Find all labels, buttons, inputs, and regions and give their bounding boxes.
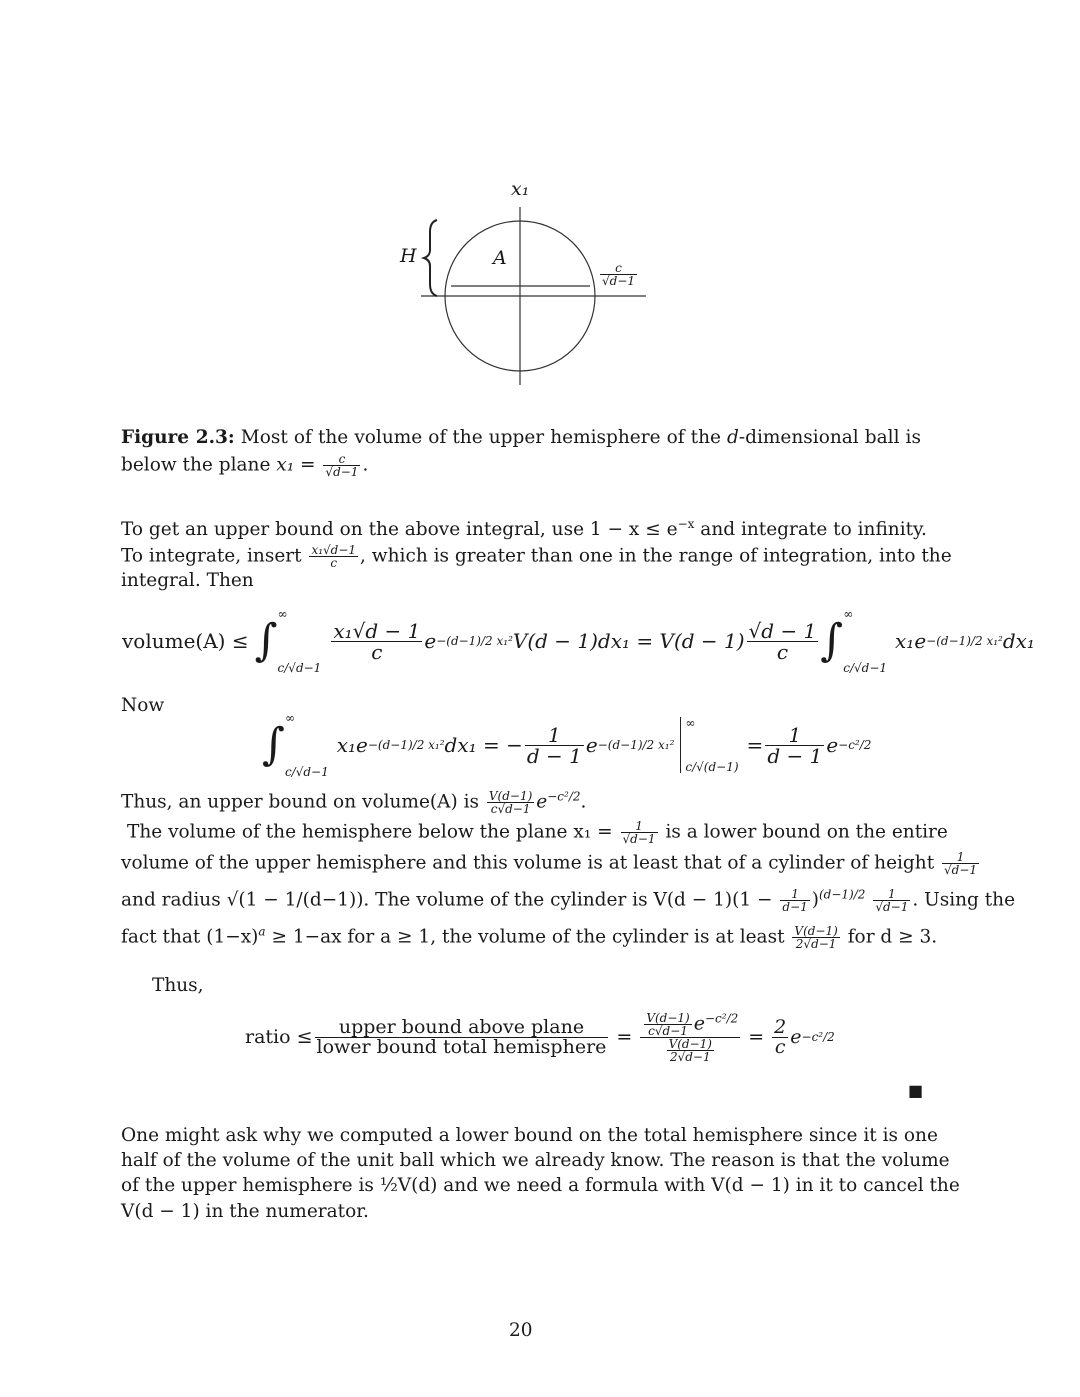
para2-line-3: volume of the upper hemisphere and this volume is at least that of a cylinder of height $\frac{1}{√d-1}$ [121,850,978,877]
para3-line-3: of the upper hemisphere is ½V(d) and we need a formula with V(d − 1) in it to cancel the [121,1175,960,1196]
axis-label: x₁ [511,178,530,200]
para3-line-1: One might ask why we computed a lower bound on the total hemisphere since it is one [121,1125,938,1146]
para1-line-1: To get an upper bound on the above integral, use $1 - x \le e^{-x}$ and integrate to infinity. [121,517,927,541]
figure-hemisphere [0,0,1080,420]
equation-integral: ∫ ∞ c/√d−1 x₁e −(d−1)/2 x₁² dx₁ = − $\frac{1}{d - 1}$ e −(d−1)/2 x₁² ∞ c/√(d−1) = $\frac{1}{d - 1}$ e −c²/2 [262,711,872,779]
thus-label: Thus, [152,975,204,996]
h-label: H [400,245,417,267]
para1-line-2: To integrate, insert $\frac{\text{x₁√d−1}}{c}$ , which is greater than one in the range of integration, into the [121,543,952,570]
a-label: A [493,247,507,269]
para2-line-1: Thus, an upper bound on volume(A) is $\frac{V(d-1)}{c√d-1}$ $e^{-c^2/2}$. [121,789,587,816]
para2-line-5: fact that $(1-x)^a \ge 1-ax$ for a ≥ 1, the volume of the cylinder is at least $\frac{V(d-1)}{2√d-1}$ for d ≥ 3. [121,924,938,951]
equation-ratio: ratio ≤ $\frac{\text{upper bound above plane}}{\text{lower bound total hemisphere}}$ = $\frac{V(d-1)}{c√d-1}$ $e^{-c^2/2}$ $\frac{V(d-1)}{2√d-1}$ = $\frac{2}{c}$ e −c²/2 [245,1010,835,1064]
plane-label: $\frac{c}{√d-1}$ [602,261,636,288]
para1-line-3: integral. Then [121,570,254,591]
para2-line-4: and radius √(1 − 1/(d−1)). The volume of the cylinder is V(d − 1)(1 − $\frac{1}{d-1}$ )$^{(d-1)/2}$ $\frac{1}{√d-1}$ . Using the [121,887,1016,914]
qed-symbol: ■ [908,1081,924,1100]
caption-line-1: Figure 2.3: Most of the volume of the upper hemisphere of the d-dimensional ball is [121,427,921,448]
brace [424,220,437,296]
caption-line-2: below the plane x₁ = $\frac{c}{√d-1}$ . [121,452,369,479]
para3-line-2: half of the volume of the unit ball which we already know. The reason is that the volume [121,1150,950,1171]
para3-line-4: V(d − 1) in the numerator. [121,1201,369,1222]
now-label: Now [121,695,165,716]
equation-volume-bound: volume(A) ≤ ∫ ∞ c/√d−1 $\frac{\text{x₁√d − 1}}{c}$ e −(d−1)/2 x₁² V(d − 1)dx₁ = V(d − 1) $\frac{√d - 1}{c}$ ∫ ∞ c/√d−1 x₁e −(d−1)/2 x₁² dx₁ [122,607,1035,675]
para2-line-2: The volume of the hemisphere below the plane x₁ = $\frac{1}{√d-1}$ is a lower bound on the entire [127,819,948,846]
page-number: 20 [509,1320,533,1341]
